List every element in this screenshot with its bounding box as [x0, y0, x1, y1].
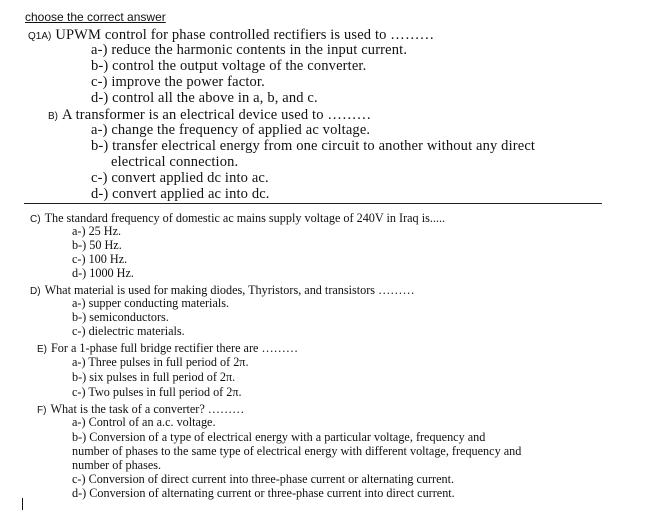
option-e-c: c-) Two pulses in full period of 2π. [72, 385, 242, 399]
option-d-b: b-) semiconductors. [72, 310, 169, 324]
option-b-c: c-) convert applied dc into ac. [91, 170, 269, 186]
option-q1a-a: a-) reduce the harmonic contents in the input current. [91, 42, 408, 58]
question-label: E) [37, 344, 47, 355]
option-c-d: d-) 1000 Hz. [72, 266, 134, 280]
question-text: What material is used for making diodes, Thyristors, and transistors ……… [44, 283, 415, 297]
option-f-d: d-) Conversion of alternating current or three-phase current into direct current. [72, 486, 455, 500]
option-b-d: d-) convert applied ac into dc. [91, 186, 270, 202]
option-f-b: b-) Conversion of a type of electrical energy with a particular voltage, frequency and [72, 430, 486, 444]
option-e-a: a-) Three pulses in full period of 2π. [72, 355, 249, 369]
page-title: choose the correct answer [25, 10, 166, 24]
option-q1a-c: c-) improve the power factor. [91, 74, 265, 90]
option-f-c: c-) Conversion of direct current into three-phase current or alternating current. [72, 472, 455, 486]
option-b-b: b-) transfer electrical energy from one circuit to another without any direct [91, 138, 536, 154]
question-label: F) [37, 405, 47, 416]
option-f-a: a-) Control of an a.c. voltage. [72, 415, 216, 429]
question-label: B) [48, 111, 58, 122]
question-text: What is the task of a converter? ……… [50, 402, 245, 416]
option-c-c: c-) 100 Hz. [72, 252, 128, 266]
option-c-a: a-) 25 Hz. [72, 224, 122, 238]
text-cursor [22, 498, 23, 510]
question-label: Q1A) [28, 31, 52, 42]
option-d-a: a-) supper conducting materials. [72, 296, 230, 310]
option-b-a: a-) change the frequency of applied ac voltage. [91, 122, 371, 138]
option-c-b: b-) 50 Hz. [72, 238, 122, 252]
option-q1a-d: d-) control all the above in a, b, and c. [91, 90, 318, 106]
option-e-b: b-) six pulses in full period of 2π. [72, 370, 236, 384]
option-f-b-cont1: number of phases to the same type of electrical energy with different voltage, frequency and [72, 444, 522, 458]
question-label: C) [30, 214, 41, 225]
option-f-b-cont2: number of phases. [72, 458, 162, 472]
section-divider [24, 203, 602, 204]
question-text: The standard frequency of domestic ac mains supply voltage of 240V in Iraq is..... [44, 211, 446, 225]
option-d-c: c-) dielectric materials. [72, 324, 185, 338]
question-text: For a 1-phase full bridge rectifier there are ……… [51, 341, 299, 355]
option-q1a-b: b-) control the output voltage of the converter. [91, 58, 367, 74]
option-b-b-cont: electrical connection. [111, 154, 239, 170]
question-text: UPWM control for phase controlled rectifiers is used to ……… [55, 27, 435, 43]
question-text: A transformer is an electrical device used to ……… [62, 107, 372, 123]
question-label: D) [30, 286, 41, 297]
